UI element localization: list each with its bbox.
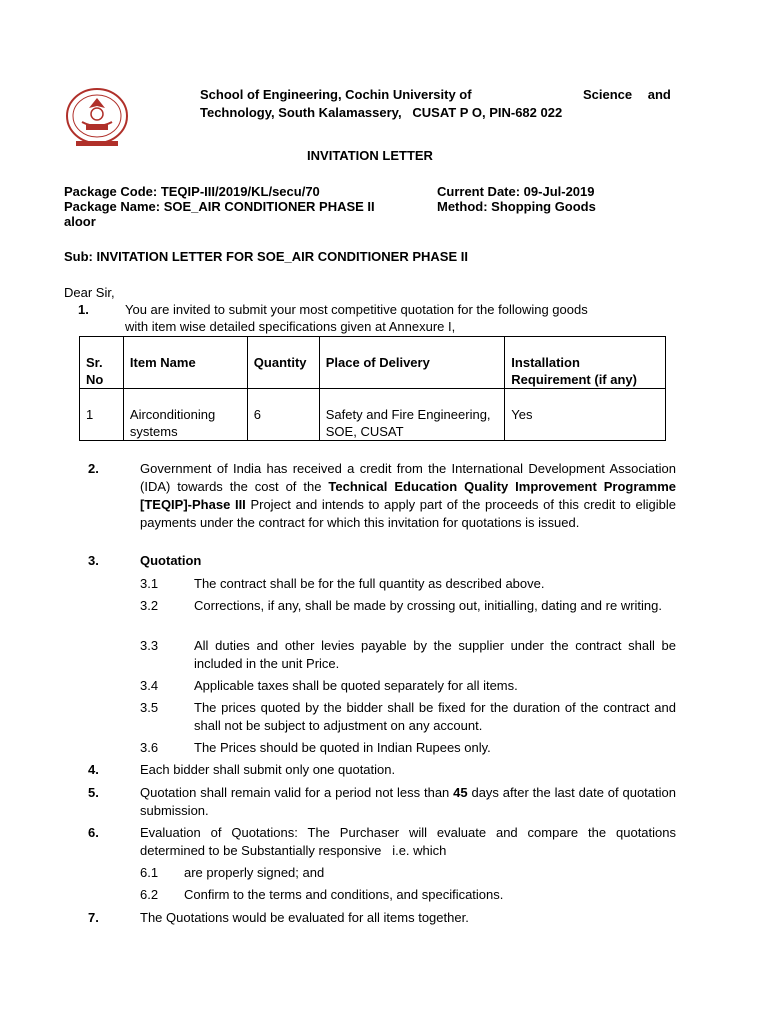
header-place-of-delivery: Place of Delivery xyxy=(319,337,505,389)
item-2-programme-name: Technical Education Quality Improvement Programme [TEQIP]-Phase III xyxy=(140,479,676,512)
sub-item-text: Applicable taxes shall be quoted separately for all items. xyxy=(194,678,518,693)
package-name-continued: aloor xyxy=(64,214,96,229)
item-2-text xyxy=(140,460,676,532)
sub-item-number: 3.5 xyxy=(140,700,159,715)
sub-item-text: The contract shall be for the full quantity as described above. xyxy=(194,576,545,591)
current-date: Current Date: 09-Jul-2019 xyxy=(437,184,595,199)
sub-item-number: 3.3 xyxy=(140,638,159,653)
item-3-number: 3. xyxy=(88,553,99,568)
item-5-text-part-2: days after the last date of quotation submission. xyxy=(140,785,676,818)
package-code: Package Code: TEQIP-III/2019/KL/secu/70 xyxy=(64,184,320,199)
cell-installation-requirement: Yes xyxy=(505,389,666,441)
header-quantity: Quantity xyxy=(247,337,319,389)
item-1-text-line-1: You are invited to submit your most competitive quotation for the following goods xyxy=(125,302,588,317)
item-5-text xyxy=(140,784,676,820)
item-5-number: 5. xyxy=(88,785,99,800)
sub-item-text: Corrections, if any, shall be made by crossing out, initialling, dating and re writing. xyxy=(194,598,662,613)
item-2-text-part-2: Project and intends to apply part of the proceeds of this credit to eligible payments under the contract for which this invitation for quotations is issued. xyxy=(140,497,676,530)
item-5-validity-days: 45 xyxy=(453,785,468,800)
institution-line-1-left: School of Engineering, Cochin University of xyxy=(200,87,472,102)
sub-item-number: 3.1 xyxy=(140,576,159,591)
cell-place-of-delivery: Safety and Fire Engineering, SOE, CUSAT xyxy=(319,389,505,441)
item-7-text: The Quotations would be evaluated for all items together. xyxy=(140,910,469,925)
sub-item-number: 3.4 xyxy=(140,678,159,693)
sub-item-text: All duties and other levies payable by the supplier under the contract shall be included in the unit Price. xyxy=(194,638,676,671)
subject-line: Sub: INVITATION LETTER FOR SOE_AIR CONDITIONER PHASE II xyxy=(64,249,468,264)
item-4-text: Each bidder shall submit only one quotation. xyxy=(140,762,396,777)
table-row xyxy=(80,389,666,441)
header-item-name: Item Name xyxy=(123,337,247,389)
institution-line-2: Technology, South Kalamassery, CUSAT P O, PIN-682 022 xyxy=(200,105,563,120)
cell-item-name: Airconditioning systems xyxy=(123,389,247,441)
page-title: INVITATION LETTER xyxy=(307,148,433,163)
goods-table xyxy=(79,336,666,441)
item-2-text-part-1: Government of India has received a credit from the International Development Association (IDA) towards the cost of the xyxy=(140,461,676,494)
sub-item-text: The Prices should be quoted in Indian Rupees only. xyxy=(194,740,491,755)
item-3-heading: Quotation xyxy=(140,553,202,568)
salutation: Dear Sir, xyxy=(64,285,115,300)
sub-item-number: 6.1 xyxy=(140,865,159,880)
sub-item-text: are properly signed; and xyxy=(184,865,325,880)
procurement-method: Method: Shopping Goods xyxy=(437,199,596,214)
item-5-text-part-1: Quotation shall remain valid for a period not less than xyxy=(140,785,454,800)
sub-item-text: The prices quoted by the bidder shall be fixed for the duration of the contract and shall not be subject to adjustment on any account. xyxy=(194,700,676,733)
sub-item-number: 3.2 xyxy=(140,598,159,613)
package-name: Package Name: SOE_AIR CONDITIONER PHASE II xyxy=(64,199,375,214)
sub-item-number: 3.6 xyxy=(140,740,159,755)
item-1-number: 1. xyxy=(78,302,89,317)
item-7-number: 7. xyxy=(88,910,99,925)
cell-sr-no: 1 xyxy=(80,389,124,441)
table-header-row xyxy=(80,337,666,389)
header-installation-requirement: Installation Requirement (if any) xyxy=(505,337,666,389)
item-2-number: 2. xyxy=(88,461,99,476)
institution-line-1-right: Science and xyxy=(583,87,671,102)
item-4-number: 4. xyxy=(88,762,99,777)
item-6-number: 6. xyxy=(88,825,99,840)
sub-item-text: Confirm to the terms and conditions, and specifications. xyxy=(184,887,504,902)
header-sr-no: Sr. No xyxy=(80,337,124,389)
university-seal-logo xyxy=(64,86,130,150)
item-1-text-line-2: with item wise detailed specifications given at Annexure I, xyxy=(125,319,456,334)
sub-item-number: 6.2 xyxy=(140,887,159,902)
item-6-text: Evaluation of Quotations: The Purchaser will evaluate and compare the quotations determined to be Substantially responsive i.e. which xyxy=(140,825,680,858)
cell-quantity: 6 xyxy=(247,389,319,441)
